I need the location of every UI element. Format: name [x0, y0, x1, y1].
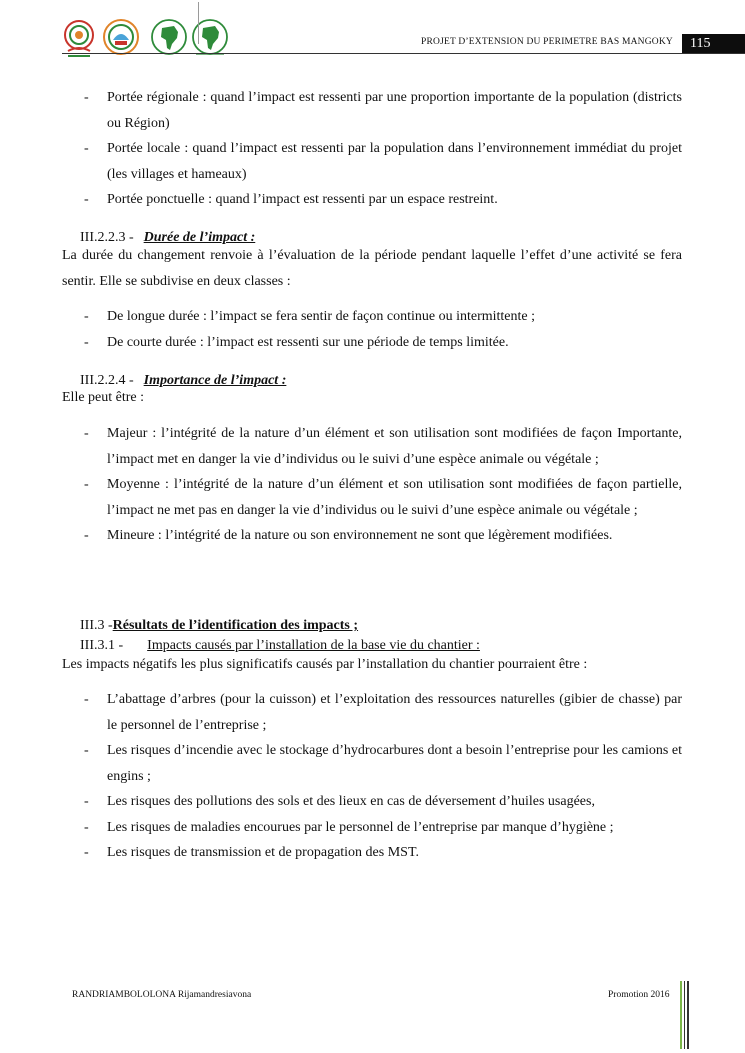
faculty-logo-icon	[102, 18, 140, 58]
subsection-heading-base-vie: III.3.1 - Impacts causés par l’installation de la base vie du chantier :	[80, 638, 480, 653]
footer-bar-dark	[684, 981, 685, 1049]
paragraph-importance: Elle peut être :	[62, 390, 145, 405]
section-heading-duree: III.2.2.3 - Durée de l’impact :	[80, 230, 256, 245]
list-item: - Portée locale : quand l’impact est ressenti par la population dans l’environnement immédiat du projet (les villages et hameaux)	[84, 141, 682, 182]
list-item: - L’abattage d’arbres (pour la cuisson) et l’exploitation des ressources naturelles (gibier de chasse) par le personnel de l’entreprise ;	[84, 692, 682, 733]
section-heading-importance: III.2.2.4 - Importance de l’impact :	[80, 373, 287, 388]
logo-separator	[198, 2, 199, 44]
header-rule	[62, 53, 745, 54]
list-item: - Mineure : l’intégrité de la nature ou son environnement ne sont que légèrement modifiées.	[84, 528, 613, 543]
paragraph-resultats: Les impacts négatifs les plus significatifs causés par l’installation du chantier pourraient être :	[62, 657, 588, 672]
list-item: - Les risques d’incendie avec le stockage d’hydrocarbures dont a besoin l’entreprise pour les camions et engins ;	[84, 743, 682, 784]
list-item: - Portée ponctuelle : quand l’impact est ressenti par un espace restreint.	[84, 192, 498, 207]
footer-author: RANDRIAMBOLOLONA Rijamandresiavona	[72, 990, 252, 1000]
footer-promotion: Promotion 2016	[608, 990, 670, 1000]
list-item: - De courte durée : l’impact est ressenti sur une période de temps limitée.	[84, 334, 509, 350]
list-item: - Majeur : l’intégrité de la nature d’un élément et son utilisation sont modifiées de façon Importante, l’impact met en danger la vie d’individus ou le suivi d’une espèce animale ou végétale ;	[84, 426, 682, 467]
list-item: - Les risques des pollutions des sols et des lieux en cas de déversement d’huiles usagées,	[84, 794, 595, 809]
section-heading-resultats: III.3 -Résultats de l’identification des impacts ;	[80, 618, 359, 633]
document-title: PROJET D’EXTENSION DU PERIMETRE BAS MANGOKY	[420, 37, 673, 47]
page-number: 115	[682, 34, 745, 53]
importance-bullet-list	[62, 421, 682, 549]
african-development-bank-icon	[150, 18, 188, 58]
footer-bar-dark-thick	[687, 981, 689, 1049]
footer-bar-green	[680, 981, 682, 1049]
list-item: - Les risques de maladies encourues par le personnel de l’entreprise par manque d’hygiène ;	[84, 819, 614, 835]
impacts-bullet-list	[62, 687, 682, 866]
scope-bullet-list	[62, 85, 682, 213]
list-item: - De longue durée : l’impact se fera sentir de façon continue ou intermittente ;	[84, 309, 536, 324]
header-logos	[62, 18, 232, 62]
list-item: - Moyenne : l’intégrité de la nature d’un élément et son utilisation sont modifiées de façon partielle, l’impact ne met pas en danger la vie d’individus ou le suivi d’une espèce animale ou végétale ;	[84, 477, 682, 518]
paragraph-duree: La durée du changement renvoie à l’évaluation de la période pendant laquelle l’effet d’une activité se fera sentir. Elle se subdivise en deux classes :	[62, 248, 682, 289]
list-item: - Les risques de transmission et de propagation des MST.	[84, 845, 419, 860]
list-item: - Portée régionale : quand l’impact est ressenti par une proportion importante de la population (districts ou Région)	[84, 90, 682, 131]
duree-bullet-list	[62, 304, 682, 355]
african-development-fund-icon	[190, 18, 230, 58]
